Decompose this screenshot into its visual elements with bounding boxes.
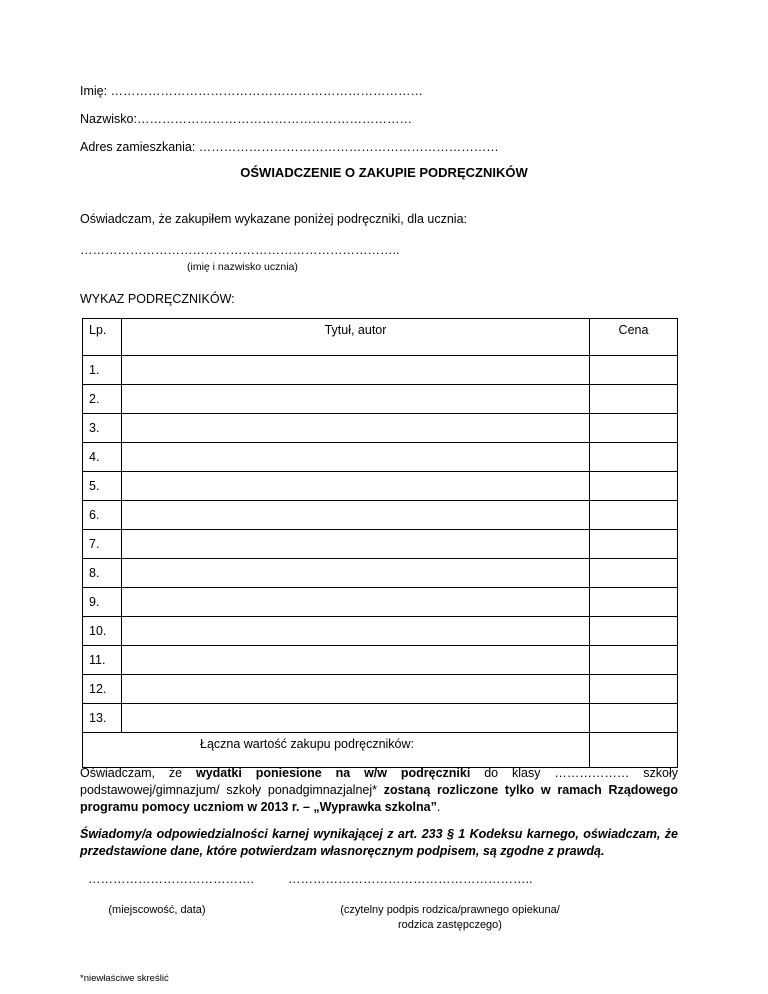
table-row (83, 385, 678, 414)
table-row (83, 472, 678, 501)
row-price-cell (590, 385, 678, 414)
row-number: 7. (83, 530, 122, 559)
table-row (83, 675, 678, 704)
row-price-cell (590, 646, 678, 675)
row-number: 10. (83, 617, 122, 646)
address-field: Adres zamieszkania: ……………………………………………………………… (80, 140, 499, 154)
row-title-cell (122, 559, 590, 588)
row-price-cell (590, 675, 678, 704)
signature-caption (305, 903, 595, 933)
table-row (83, 559, 678, 588)
expense-statement (80, 765, 678, 816)
textbook-table (82, 318, 678, 768)
table-row (83, 443, 678, 472)
statement-text-3: . (436, 800, 441, 814)
row-title-cell (122, 530, 590, 559)
row-number: 4. (83, 443, 122, 472)
intro-text: Oświadczam, że zakupiłem wykazane poniżej podręczniki, dla ucznia: (80, 212, 467, 226)
row-number: 5. (83, 472, 122, 501)
row-number: 2. (83, 385, 122, 414)
table-row (83, 414, 678, 443)
row-price-cell (590, 559, 678, 588)
row-number: 3. (83, 414, 122, 443)
table-row (83, 501, 678, 530)
table-row (83, 704, 678, 733)
place-date-caption: (miejscowość, data) (108, 904, 206, 916)
total-row (83, 733, 678, 768)
row-price-cell (590, 530, 678, 559)
last-name-field: Nazwisko:………………………………………………………… (80, 112, 412, 126)
statement-text-2: do klasy ……………… szkoły podstawowej/gimnazjum/ szkoły ponadgimnazjalnej* (80, 766, 678, 797)
header-lp: Lp. (83, 319, 122, 356)
row-price-cell (590, 356, 678, 385)
row-title-cell (122, 704, 590, 733)
row-number: 11. (83, 646, 122, 675)
row-price-cell (590, 617, 678, 646)
row-number: 8. (83, 559, 122, 588)
statement-text-1: Oświadczam, że (80, 766, 196, 780)
table-row (83, 588, 678, 617)
criminal-liability-statement: Świadomy/a odpowiedzialności karnej wynikającej z art. 233 § 1 Kodeksu karnego, oświadczam, że przedstawione dane, które potwierdzam własnoręcznym podpisem, są zgodne z prawdą. (80, 827, 678, 858)
place-date-dots: …………………………………. (88, 872, 254, 886)
row-price-cell (590, 414, 678, 443)
total-value-cell (590, 733, 678, 768)
student-name-dots: ………………………………………………………………….. (80, 243, 400, 257)
row-title-cell (122, 443, 590, 472)
document-title: OŚWIADCZENIE O ZAKUPIE PODRĘCZNIKÓW (240, 165, 528, 180)
row-price-cell (590, 704, 678, 733)
row-number: 9. (83, 588, 122, 617)
row-price-cell (590, 443, 678, 472)
statement-bold-1: wydatki poniesione na w/w podręczniki (196, 766, 471, 780)
row-number: 12. (83, 675, 122, 704)
row-title-cell (122, 588, 590, 617)
row-title-cell (122, 675, 590, 704)
total-label: Łączna wartość zakupu podręczników: (83, 733, 590, 768)
signature-dots: ………………………………………………….. (288, 872, 533, 886)
row-number: 13. (83, 704, 122, 733)
row-title-cell (122, 501, 590, 530)
table-row (83, 356, 678, 385)
signature-caption-line-1: (czytelny podpis rodzica/prawnego opiekuna/ (340, 904, 560, 916)
student-name-caption: (imię i nazwisko ucznia) (187, 261, 298, 273)
row-title-cell (122, 356, 590, 385)
row-title-cell (122, 414, 590, 443)
table-header-row (83, 319, 678, 356)
row-title-cell (122, 472, 590, 501)
row-number: 1. (83, 356, 122, 385)
table-row (83, 617, 678, 646)
first-name-field: Imię: ………………………………………………………………… (80, 84, 424, 98)
row-price-cell (590, 501, 678, 530)
header-title-author: Tytuł, autor (122, 319, 590, 356)
row-price-cell (590, 588, 678, 617)
row-price-cell (590, 472, 678, 501)
header-price: Cena (590, 319, 678, 356)
signature-caption-line-2: rodzica zastępczego) (398, 919, 502, 931)
table-row (83, 530, 678, 559)
row-number: 6. (83, 501, 122, 530)
footnote: *niewłaściwe skreślić (80, 973, 169, 984)
table-row (83, 646, 678, 675)
row-title-cell (122, 646, 590, 675)
row-title-cell (122, 617, 590, 646)
list-heading: WYKAZ PODRĘCZNIKÓW: (80, 292, 235, 306)
row-title-cell (122, 385, 590, 414)
statement-bold-2: zostaną rozliczone tylko w ramach Rządowego programu pomocy uczniom w 2013 r. – „Wyprawka szkolna” (80, 783, 678, 814)
